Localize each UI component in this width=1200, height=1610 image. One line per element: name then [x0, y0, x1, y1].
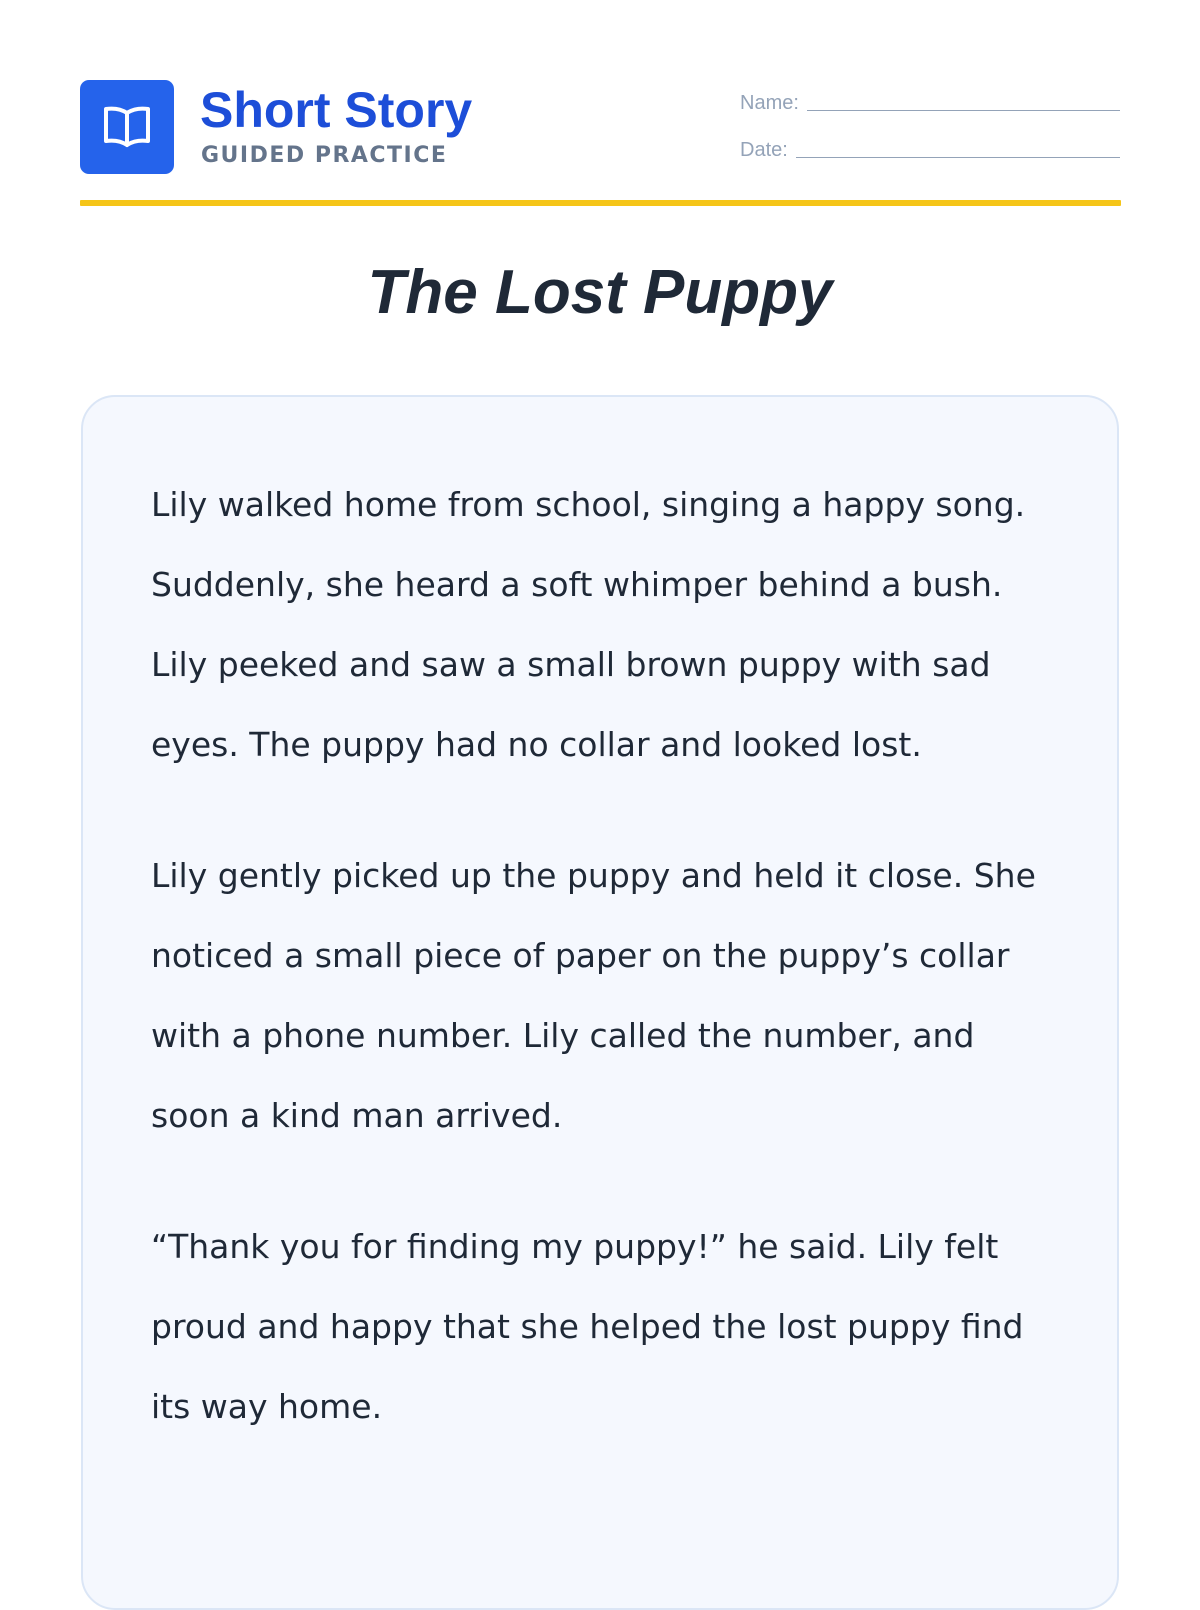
date-line[interactable]: [796, 157, 1120, 158]
name-line[interactable]: [807, 110, 1120, 111]
story-title-container: [0, 255, 1200, 331]
logo: [80, 80, 174, 174]
date-label: Date:: [740, 139, 788, 161]
story-title-text: The Lost Puppy: [367, 258, 833, 327]
story-body: [151, 465, 1061, 1498]
worksheet-title: Short Story: [200, 82, 473, 138]
story-title: [366, 255, 835, 331]
story-paragraph-3: “Thank you for finding my puppy!” he said. Lily felt proud and happy that she helped the lost puppy find its way home.: [151, 1227, 1024, 1426]
date-field[interactable]: [740, 133, 1120, 161]
worksheet-subtitle: GUIDED PRACTICE: [201, 143, 448, 168]
name-label: Name:: [740, 92, 799, 114]
title-underline: [366, 329, 835, 339]
story-paragraph-1: Lily walked home from school, singing a happy song. Suddenly, she heard a soft whimper behind a bush. Lily peeked and saw a small brown puppy with sad eyes. The puppy had no collar and looked lost.: [151, 485, 1026, 764]
header-divider: [80, 200, 1121, 206]
name-field[interactable]: [740, 86, 1120, 114]
story-card: [81, 395, 1119, 1610]
story-paragraph-2: Lily gently picked up the puppy and held it close. She noticed a small piece of paper on the puppy’s collar with a phone number. Lily called the number, and soon a kind man arrived.: [151, 856, 1036, 1135]
worksheet-header: [80, 80, 1120, 206]
student-fields: [740, 86, 1120, 180]
open-book-icon: [101, 103, 153, 151]
